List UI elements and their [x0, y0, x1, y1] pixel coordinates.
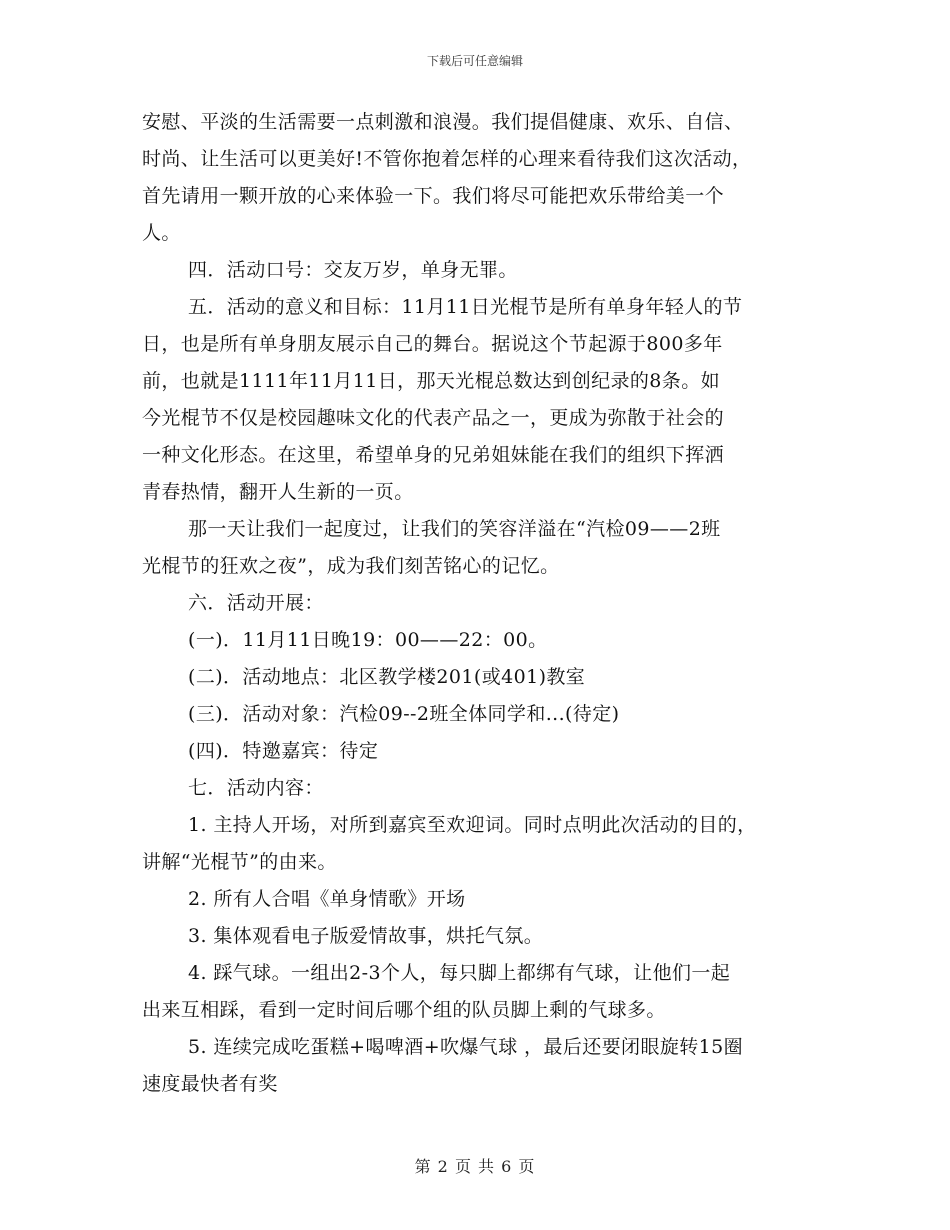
text-line: 时尚、让生活可以更美好!不管你抱着怎样的心理来看待我们这次活动， [142, 148, 752, 170]
text-line: 讲解“光棍节”的由来。 [142, 851, 337, 873]
document-body [142, 104, 822, 1103]
text-line: (三)．活动对象：汽检09--2班全体同学和...(待定) [188, 703, 620, 725]
text-line: 六．活动开展： [188, 592, 324, 614]
text-line: 1. 主持人开场，对所到嘉宾至欢迎词。同时点明此次活动的目的， [188, 814, 757, 836]
text-line: 五．活动的意义和目标：11月11日光棍节是所有单身年轻人的节 [188, 296, 743, 318]
page-footer: 第 2 页 共 6 页 [414, 1157, 536, 1176]
text-line: 速度最快者有奖 [142, 1073, 278, 1095]
text-line: 一种文化形态。在这里，希望单身的兄弟姐妹能在我们的组织下挥洒 [142, 444, 725, 466]
text-line: (一)．11月11日晚19：00——22：00。 [188, 629, 548, 651]
text-line: 5. 连续完成吃蛋糕+喝啤酒+吹爆气球 ，最后还要闭眼旋转15圈 [188, 1036, 744, 1058]
text-line: 2. 所有人合唱《单身情歌》开场 [188, 888, 466, 910]
text-line: (二)．活动地点：北区教学楼201(或401)教室 [188, 666, 586, 688]
text-line: (四)．特邀嘉宾：待定 [188, 740, 379, 762]
text-line: 那一天让我们一起度过，让我们的笑容洋溢在“汽检09——2班 [188, 518, 721, 540]
text-line: 光棍节的狂欢之夜”，成为我们刻苦铭心的记忆。 [142, 555, 560, 577]
text-line: 日，也是所有单身朋友展示自己的舞台。据说这个节起源于800多年 [142, 333, 723, 355]
text-line: 七．活动内容： [188, 777, 324, 799]
text-line: 青春热情，翻开人生新的一页。 [142, 481, 414, 503]
text-line: 4. 踩气球。一组出2-3个人，每只脚上都绑有气球，让他们一起 [188, 962, 731, 984]
text-line: 人。 [142, 222, 181, 244]
text-line: 今光棍节不仅是校园趣味文化的代表产品之一，更成为弥散于社会的 [142, 407, 725, 429]
text-line: 前，也就是1111年11月11日，那天光棍总数达到创纪录的8条。如 [142, 370, 720, 392]
text-line: 3. 集体观看电子版爱情故事，烘托气氛。 [188, 925, 544, 947]
text-line: 出来互相踩，看到一定时间后哪个组的队员脚上剩的气球多。 [142, 999, 666, 1021]
page-header: 下载后可任意编辑 [426, 54, 523, 68]
text-line: 四．活动口号：交友万岁，单身无罪。 [188, 259, 518, 281]
text-line: 首先请用一颗开放的心来体验一下。我们将尽可能把欢乐带给美一个 [142, 185, 725, 207]
text-line: 安慰、平淡的生活需要一点刺激和浪漫。我们提倡健康、欢乐、自信、 [142, 111, 744, 133]
